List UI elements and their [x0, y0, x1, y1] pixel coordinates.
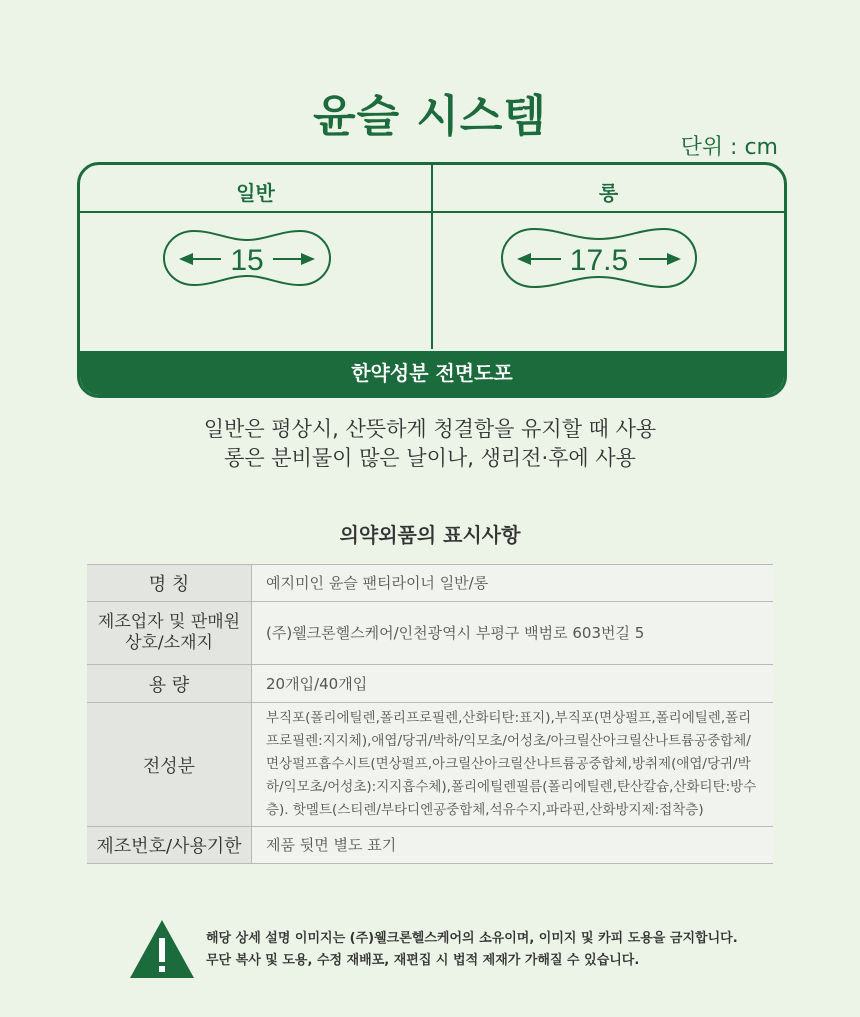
row-label-name: 명 칭: [87, 565, 252, 602]
row-value-lot-expiry: 제품 뒷면 별도 표기: [252, 827, 774, 864]
table-row: [87, 827, 773, 864]
spec-footer-banner: 한약성분 전면도포: [80, 351, 784, 395]
warning-icon: [128, 918, 196, 984]
usage-description: [0, 415, 860, 473]
labeling-table: [87, 564, 773, 864]
row-label-ingredients: 전성분: [87, 703, 252, 827]
table-row: [87, 665, 773, 703]
table-row: [87, 602, 773, 665]
usage-line-regular: 일반은 평상시, 산뜻하게 청결함을 유지할 때 사용: [203, 417, 657, 441]
table-row: [87, 565, 773, 602]
regular-length-value: 15: [230, 244, 264, 277]
row-label-lot-expiry: 제조번호/사용기한: [87, 827, 252, 864]
long-pad-shape: [499, 225, 699, 295]
long-length-value: 17.5: [569, 244, 629, 277]
table-row: [87, 703, 773, 827]
page-title: 윤슬 시스템: [313, 91, 547, 142]
row-value-capacity: 20개입/40개입: [252, 665, 774, 703]
row-value-name: 예지미인 윤슬 팬티라이너 일반/롱: [252, 565, 774, 602]
row-value-manufacturer: (주)웰크론헬스케어/인천광역시 부평구 백범로 603번길 5: [252, 602, 774, 665]
usage-line-long: 롱은 분비물이 많은 날이나, 생리전·후에 사용: [224, 446, 636, 470]
notice-line-2: 무단 복사 및 도용, 수정 재배포, 재편집 시 법적 제재가 가해질 수 있습니다.: [206, 953, 640, 968]
row-label-capacity: 용 량: [87, 665, 252, 703]
notice-line-1: 해당 상세 설명 이미지는 (주)웰크론헬스케어의 소유이며, 이미지 및 카피 도용을 금지합니다.: [206, 931, 738, 946]
size-spec-box: [77, 162, 787, 398]
unit-label: 단위 : cm: [680, 135, 778, 160]
copyright-notice: [206, 928, 738, 972]
column-title-long: 롱: [598, 181, 619, 205]
row-value-ingredients: 부직포(폴리에틸렌,폴리프로필렌,산화티탄:표지),부직포(면상펄프,폴리에틸렌,폴리프로필렌:지지체),애엽/당귀/박하/익모초/어성초/아크릴산아크릴산나트륨공중합체/면상펄프흡수시트(면상펄프,아크릴산아크릴산나트륨공중합체,방취제(애엽/당귀/박하/익모초/어성초):지지흡수체),폴리에틸렌필름(폴리에틸렌,탄산칼슘,산화티탄:방수층). 핫멜트(스티렌/부타디엔공중합체,석유수지,파라핀,산화방지제:접착층): [252, 703, 774, 827]
regular-pad-shape: [161, 225, 333, 295]
column-title-regular: 일반: [236, 181, 275, 205]
labeling-section-title: 의약외품의 표시사항: [339, 523, 521, 547]
row-label-manufacturer: 제조업자 및 판매원 상호/소재지: [87, 602, 252, 665]
